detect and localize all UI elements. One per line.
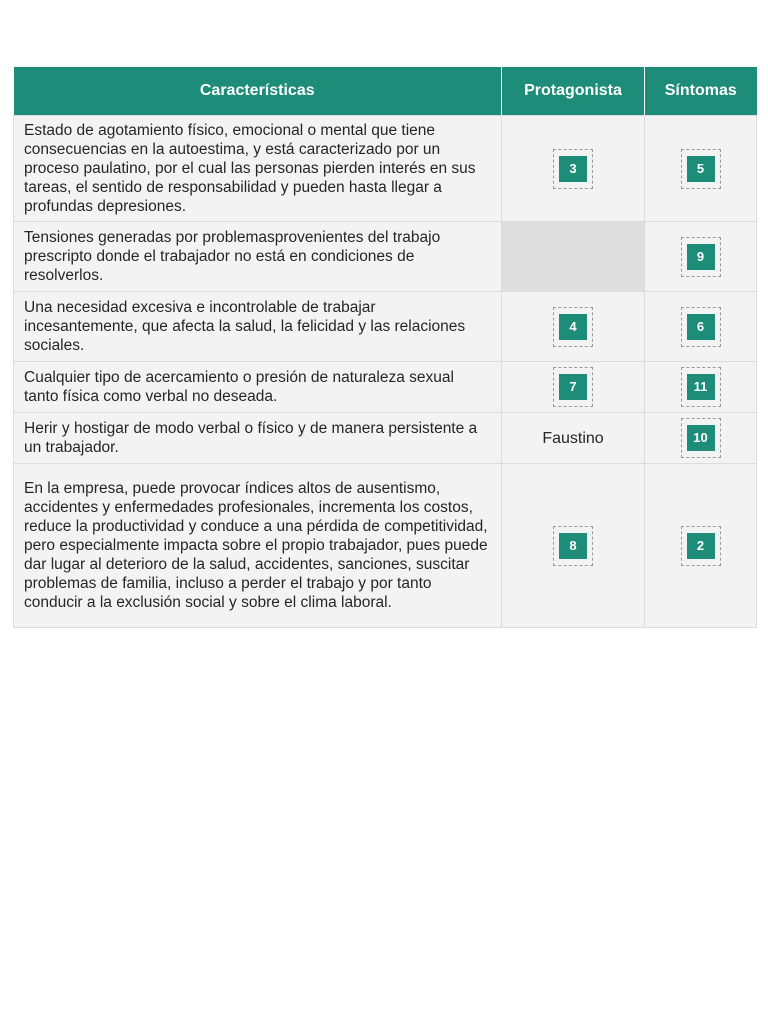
protagonista-cell	[502, 362, 645, 413]
table-row	[14, 362, 757, 413]
characteristics-table	[13, 67, 757, 628]
number-badge[interactable]: 8	[559, 533, 587, 559]
sintomas-cell	[645, 464, 757, 628]
sintomas-cell	[645, 222, 757, 292]
number-badge[interactable]: 2	[687, 533, 715, 559]
sintomas-cell	[645, 413, 757, 464]
number-badge[interactable]: 3	[559, 156, 587, 182]
drop-slot[interactable]	[681, 307, 721, 347]
table-row	[14, 292, 757, 362]
header-protagonista: Protagonista	[502, 67, 645, 116]
number-badge[interactable]: 10	[687, 425, 715, 451]
protagonista-cell	[502, 413, 645, 464]
drop-slot[interactable]	[681, 526, 721, 566]
number-badge[interactable]: 5	[687, 156, 715, 182]
sintomas-cell	[645, 362, 757, 413]
number-badge[interactable]: 11	[687, 374, 715, 400]
caracteristica-cell: Una necesidad excesiva e incontrolable de trabajar incesantemente, que afecta la salud, la felicidad y las relaciones sociales.	[14, 292, 502, 362]
drop-slot[interactable]	[681, 149, 721, 189]
drop-slot[interactable]	[681, 418, 721, 458]
caracteristica-cell: Herir y hostigar de modo verbal o físico y de manera persistente a un trabajador.	[14, 413, 502, 464]
drop-slot[interactable]	[553, 367, 593, 407]
protagonista-cell	[502, 464, 645, 628]
caracteristica-cell: Tensiones generadas por problemasprovenientes del trabajo prescripto donde el trabajador no está en condiciones de resolverlos.	[14, 222, 502, 292]
header-sintomas: Síntomas	[645, 67, 757, 116]
sintomas-cell	[645, 292, 757, 362]
protagonista-name: Faustino	[542, 429, 604, 447]
drop-slot[interactable]	[681, 237, 721, 277]
drop-slot[interactable]	[553, 526, 593, 566]
protagonista-cell	[502, 292, 645, 362]
number-badge[interactable]: 6	[687, 314, 715, 340]
protagonista-cell-empty	[502, 222, 645, 292]
table-header-row	[14, 67, 757, 116]
table-row	[14, 413, 757, 464]
table-row	[14, 116, 757, 222]
table-row	[14, 222, 757, 292]
number-badge[interactable]: 4	[559, 314, 587, 340]
drop-slot[interactable]	[553, 149, 593, 189]
caracteristica-cell: Estado de agotamiento físico, emocional o mental que tiene consecuencias en la autoestima, y está caracterizado por un proceso paulatino, por el cual las personas pierden interés en sus tareas, el sentido de responsabilidad y pueden hasta llegar a profundas depresiones.	[14, 116, 502, 222]
header-caracteristicas: Características	[14, 67, 502, 116]
caracteristica-cell: Cualquier tipo de acercamiento o presión de naturaleza sexual tanto física como verbal no deseada.	[14, 362, 502, 413]
drop-slot[interactable]	[681, 367, 721, 407]
table-row	[14, 464, 757, 628]
caracteristica-cell: En la empresa, puede provocar índices altos de ausentismo, accidentes y enfermedades profesionales, incrementa los costos, reduce la productividad y conduce a una pérdida de competitividad, pero especialmente impacta sobre el propio trabajador, pues puede dar lugar al deterioro de la salud, accidentes, sanciones, suscitar problemas de familia, incluso a perder el trabajo y por tanto conducir a la exclusión social y sobre el clima laboral.	[14, 464, 502, 628]
protagonista-cell	[502, 116, 645, 222]
sintomas-cell	[645, 116, 757, 222]
number-badge[interactable]: 9	[687, 244, 715, 270]
drop-slot[interactable]	[553, 307, 593, 347]
number-badge[interactable]: 7	[559, 374, 587, 400]
